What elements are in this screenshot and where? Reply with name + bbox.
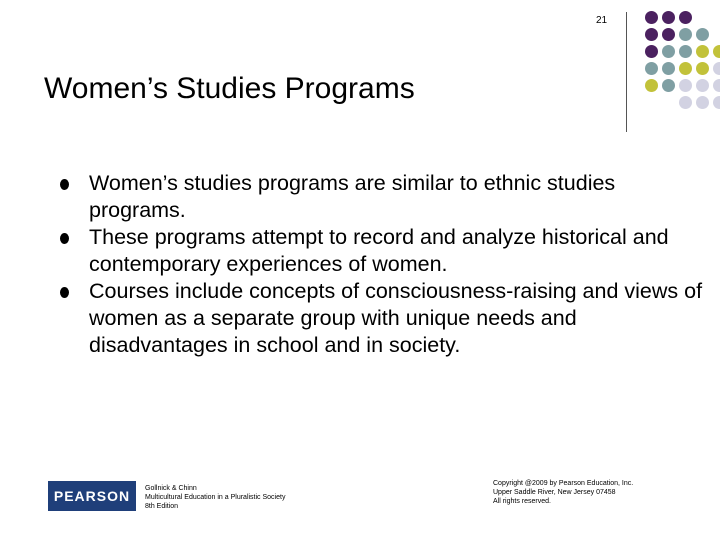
- bullet-list: [60, 170, 710, 359]
- copyright-line: Upper Saddle River, New Jersey 07458: [493, 489, 616, 496]
- book-title: Multicultural Education in a Pluralistic Society: [145, 494, 286, 501]
- bullet-icon: [60, 179, 69, 190]
- decorative-dot: [645, 45, 658, 58]
- decorative-dot: [679, 28, 692, 41]
- decorative-dot: [713, 62, 720, 75]
- slide-title: Women’s Studies Programs: [44, 72, 415, 105]
- logo-text: PEARSON: [53, 488, 131, 504]
- bullet-text: Courses include concepts of consciousness-raising and views of women as a separate group with unique needs and disadvantages in school and in society.: [89, 279, 703, 357]
- decorative-dot: [713, 96, 720, 109]
- decorative-dot: [662, 11, 675, 24]
- decorative-dot: [679, 11, 692, 24]
- decorative-dot: [696, 62, 709, 75]
- decorative-dot: [679, 79, 692, 92]
- book-authors: Gollnick & Chinn: [145, 485, 197, 492]
- copyright-line: Copyright @2009 by Pearson Education, Inc.: [493, 480, 634, 487]
- copyright-notice: [493, 479, 633, 506]
- decorative-dot-grid: [0, 0, 720, 140]
- bullet-text: These programs attempt to record and analyze historical and contemporary experiences of women.: [89, 225, 669, 276]
- pearson-logo: [48, 481, 136, 511]
- bullet-icon: [60, 233, 69, 244]
- decorative-dot: [645, 28, 658, 41]
- bullet-item: [60, 224, 710, 278]
- decorative-dot: [713, 45, 720, 58]
- decorative-dot: [662, 28, 675, 41]
- decorative-dot: [679, 62, 692, 75]
- decorative-dot: [645, 79, 658, 92]
- decorative-dot: [662, 45, 675, 58]
- book-citation: [145, 484, 285, 511]
- decorative-dot: [696, 96, 709, 109]
- decorative-dot: [713, 79, 720, 92]
- book-edition: 8th Edition: [145, 503, 179, 510]
- decorative-dot: [696, 45, 709, 58]
- decorative-dot: [662, 79, 675, 92]
- decorative-dot: [645, 62, 658, 75]
- decorative-dot: [696, 28, 709, 41]
- bullet-text: Women’s studies programs are similar to ethnic studies programs.: [89, 171, 616, 222]
- bullet-item: [60, 170, 710, 224]
- copyright-line: All rights reserved.: [493, 498, 551, 505]
- decorative-dot: [679, 45, 692, 58]
- bullet-item: [60, 278, 710, 359]
- decorative-dot: [662, 62, 675, 75]
- bullet-icon: [60, 287, 69, 298]
- slide-number: 21: [596, 15, 608, 26]
- decorative-dot: [645, 11, 658, 24]
- decorative-dot: [696, 79, 709, 92]
- decorative-dot: [679, 96, 692, 109]
